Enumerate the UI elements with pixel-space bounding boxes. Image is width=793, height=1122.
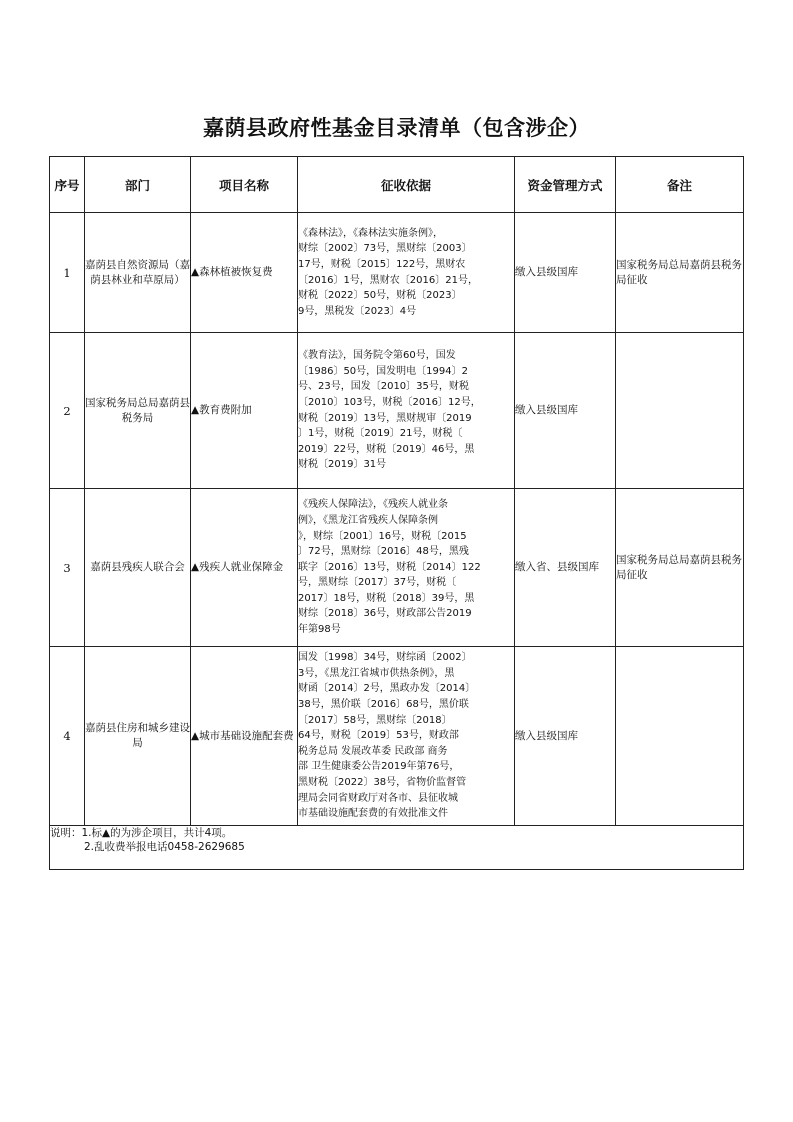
basis-line: 财综〔2002〕73号，黑财综〔2003〕 <box>298 243 472 255</box>
footer-notes <box>50 826 744 870</box>
basis-line: 部 卫生健康委公告2019年第76号， <box>298 761 460 773</box>
basis-line: 税务总局 发展改革委 民政部 商务 <box>298 745 448 757</box>
cell-basis <box>298 213 515 333</box>
cell-note <box>616 333 744 489</box>
basis-line: 《教育法》，国务院令第60号，国发 <box>298 350 456 362</box>
cell-mgmt: 缴入省、县级国库 <box>515 489 616 647</box>
header-note: 备注 <box>616 157 744 213</box>
basis-line: 财税〔2019〕13号，黑财规审〔2019 <box>298 412 472 424</box>
footer-note-line: 2.乱收费举报电话0458-2629685 <box>84 841 245 853</box>
cell-dept: 嘉荫县住房和城乡建设局 <box>85 647 191 826</box>
cell-basis <box>298 333 515 489</box>
footer-row <box>50 826 744 870</box>
basis-line: 2019〕22号，财税〔2019〕46号，黑 <box>298 443 475 455</box>
footer-note-line: 说明：1.标▲的为涉企项目，共计4项。 <box>50 827 233 839</box>
basis-line: 联字〔2016〕13号，财税〔2014〕122 <box>298 561 481 573</box>
cell-name: ▲城市基础设施配套费 <box>191 647 298 826</box>
cell-name: ▲教育费附加 <box>191 333 298 489</box>
table-row <box>50 647 744 826</box>
basis-line: 黑财税〔2022〕38号，省物价监督管 <box>298 776 467 788</box>
cell-dept: 嘉荫县自然资源局（嘉荫县林业和草原局） <box>85 213 191 333</box>
cell-dept: 嘉荫县残疾人联合会 <box>85 489 191 647</box>
header-name: 项目名称 <box>191 157 298 213</box>
basis-line: 64号，财税〔2019〕53号，财政部 <box>298 730 459 742</box>
cell-mgmt: 缴入县级国库 <box>515 333 616 489</box>
header-mgmt: 资金管理方式 <box>515 157 616 213</box>
basis-line: 年第98号 <box>298 624 341 636</box>
cell-dept: 国家税务局总局嘉荫县税务局 <box>85 333 191 489</box>
basis-line: 〔1986〕50号，国发明电〔1994〕2 <box>298 365 468 377</box>
basis-line: 〕72号，黑财综〔2016〕48号，黑残 <box>298 546 469 558</box>
header-dept: 部门 <box>85 157 191 213</box>
basis-line: 市基础设施配套费的有效批准文件 <box>298 808 448 820</box>
cell-note: 国家税务局总局嘉荫县税务局征收 <box>616 213 744 333</box>
cell-no: 2 <box>50 333 85 489</box>
basis-line: 〕1号，财税〔2019〕21号，财税〔 <box>298 428 463 440</box>
basis-line: 财综〔2018〕36号，财政部公告2019 <box>298 608 472 620</box>
basis-line: 号，黑财综〔2017〕37号，财税〔 <box>298 577 457 589</box>
basis-line: 〔2010〕103号，财税〔2016〕12号， <box>298 396 481 408</box>
cell-no: 3 <box>50 489 85 647</box>
basis-line: 《残疾人保障法》，《残疾人就业条 <box>298 499 448 511</box>
basis-line: 〔2017〕58号，黑财综〔2018〕 <box>298 714 452 726</box>
basis-line: 2017〕18号，财税〔2018〕39号，黑 <box>298 592 475 604</box>
basis-line: 例》，《黑龙江省残疾人保障条例 <box>298 514 438 526</box>
cell-no: 4 <box>50 647 85 826</box>
header-no: 序号 <box>50 157 85 213</box>
page-title: 嘉荫县政府性基金目录清单（包含涉企） <box>203 115 590 140</box>
table-header-row <box>50 157 744 213</box>
cell-mgmt: 缴入县级国库 <box>515 647 616 826</box>
basis-line: 《森林法》，《森林法实施条例》， <box>298 227 443 239</box>
basis-line: 财函〔2014〕2号，黑政办发〔2014〕 <box>298 683 476 695</box>
basis-line: 财税〔2019〕31号 <box>298 459 387 471</box>
cell-no: 1 <box>50 213 85 333</box>
fund-catalog-table <box>49 156 744 870</box>
cell-basis <box>298 489 515 647</box>
table-row <box>50 333 744 489</box>
header-basis: 征收依据 <box>298 157 515 213</box>
cell-note: 国家税务局总局嘉荫县税务局征收 <box>616 489 744 647</box>
cell-basis <box>298 647 515 826</box>
table-row <box>50 489 744 647</box>
basis-line: 3号，《黑龙江省城市供热条例》，黑 <box>298 667 455 679</box>
cell-note <box>616 647 744 826</box>
basis-line: 理局会同省财政厅对各市、县征收城 <box>298 792 458 804</box>
basis-line: 〔2016〕1号，黑财农〔2016〕21号， <box>298 274 478 286</box>
basis-line: 9号，黑税发〔2023〕4号 <box>298 305 417 317</box>
cell-name: ▲残疾人就业保障金 <box>191 489 298 647</box>
basis-line: 国发〔1998〕34号，财综函〔2002〕 <box>298 652 472 664</box>
basis-line: 》，财综〔2001〕16号，财税〔2015 <box>298 530 467 542</box>
basis-line: 财税〔2022〕50号，财税〔2023〕 <box>298 290 462 302</box>
basis-line: 号、23号，国发〔2010〕35号，财税 <box>298 381 469 393</box>
cell-mgmt: 缴入县级国库 <box>515 213 616 333</box>
basis-line: 17号，财税〔2015〕122号，黑财农 <box>298 258 466 270</box>
table-row <box>50 213 744 333</box>
basis-line: 38号，黑价联〔2016〕68号，黑价联 <box>298 699 469 711</box>
cell-name: ▲森林植被恢复费 <box>191 213 298 333</box>
